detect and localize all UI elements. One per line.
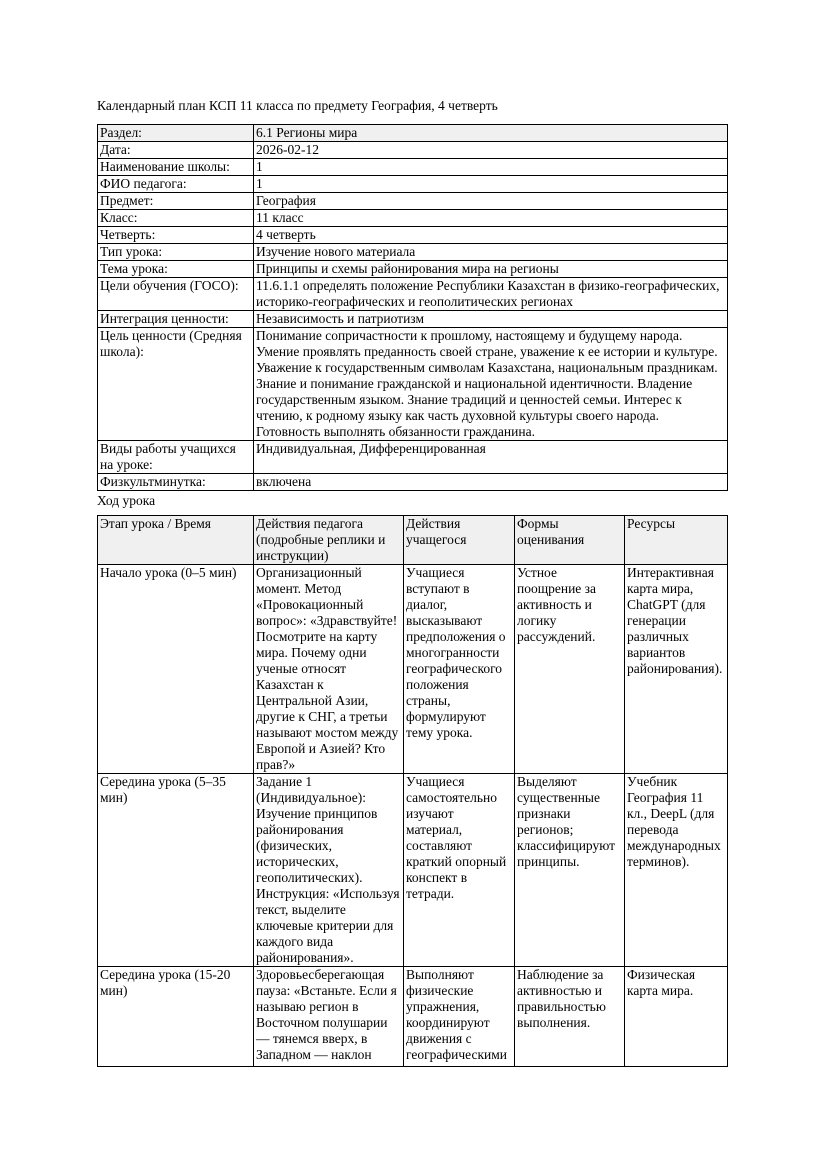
table-row: [98, 125, 728, 142]
table-row: [98, 261, 728, 278]
table-row: [98, 328, 728, 441]
column-header-student-actions: Действия учащегося: [404, 516, 515, 565]
resources-cell: Интерактивная карта мира, ChatGPT (для генерации различных вариантов районирования).: [625, 565, 728, 774]
table-row: [98, 441, 728, 474]
lesson-info-table: [97, 124, 728, 491]
section-heading-course-of-lesson: Ход урока: [97, 493, 156, 508]
stage-cell: Середина урока (15-20 мин): [98, 967, 254, 1067]
table-row: [98, 227, 728, 244]
info-value: Изучение нового материала: [254, 244, 728, 261]
info-label: Класс:: [98, 210, 254, 227]
info-value: 1: [254, 176, 728, 193]
stage-cell: Середина урока (5–35 мин): [98, 774, 254, 967]
column-header-assessment: Формы оценивания: [515, 516, 625, 565]
resources-cell: Учебник География 11 кл., DeepL (для перевода международных терминов).: [625, 774, 728, 967]
teacher-actions-cell: Задание 1 (Индивидуальное): Изучение принципов районирования (физических, исторических, геополитических). Инструкция: «Используя текст, выделите ключевые критерии для каждого вида районирования».: [254, 774, 404, 967]
table-row: [98, 244, 728, 261]
info-label: Тип урока:: [98, 244, 254, 261]
table-row: [98, 159, 728, 176]
assessment-cell: Устное поощрение за активность и логику рассуждений.: [515, 565, 625, 774]
resources-cell: Физическая карта мира.: [625, 967, 728, 1067]
student-actions-cell: Выполняют физические упражнения, координируют движения с географическими: [404, 967, 515, 1067]
info-value: Индивидуальная, Дифференцированная: [254, 441, 728, 474]
info-label: Физкультминутка:: [98, 474, 254, 491]
table-row: [98, 176, 728, 193]
table-row: [98, 142, 728, 159]
page-title: Календарный план КСП 11 класса по предмету География, 4 четверть: [97, 98, 498, 113]
table-row: [98, 278, 728, 311]
info-label: Виды работы учащихся на уроке:: [98, 441, 254, 474]
info-label: Цель ценности (Средняя школа):: [98, 328, 254, 441]
table-row: [98, 311, 728, 328]
info-label: Тема урока:: [98, 261, 254, 278]
teacher-actions-cell: Здоровьесберегающая пауза: «Встаньте. Если я называю регион в Восточном полушарии — тянемся вверх, в Западном — наклон: [254, 967, 404, 1067]
table-row: [98, 774, 728, 967]
info-label: Цели обучения (ГОСО):: [98, 278, 254, 311]
stage-cell: Начало урока (0–5 мин): [98, 565, 254, 774]
info-label: Предмет:: [98, 193, 254, 210]
column-header-resources: Ресурсы: [625, 516, 728, 565]
info-value: География: [254, 193, 728, 210]
info-value: 6.1 Регионы мира: [254, 125, 728, 142]
table-row: [98, 565, 728, 774]
info-label: Четверть:: [98, 227, 254, 244]
column-header-teacher-actions: Действия педагога (подробные реплики и инструкции): [254, 516, 404, 565]
info-value: 1: [254, 159, 728, 176]
info-value: 11.6.1.1 определять положение Республики Казахстан в физико-географических, историко-географических и геополитических регионах: [254, 278, 728, 311]
info-value: Понимание сопричастности к прошлому, настоящему и будущему народа. Умение проявлять преданность своей стране, уважение к ее истории и культуре. Уважение к государственным символам Казахстана, национальным праздникам. Знание и понимание гражданской и национальной идентичности. Владение государственным языком. Знание традиций и ценностей семьи. Интерес к чтению, к родному языку как часть духовной культуры своего народа. Готовность выполнять обязанности гражданина.: [254, 328, 728, 441]
assessment-cell: Наблюдение за активностью и правильностью выполнения.: [515, 967, 625, 1067]
table-row: [98, 474, 728, 491]
info-label: Дата:: [98, 142, 254, 159]
info-label: ФИО педагога:: [98, 176, 254, 193]
student-actions-cell: Учащиеся самостоятельно изучают материал, составляют краткий опорный конспект в тетради.: [404, 774, 515, 967]
info-value: Принципы и схемы районирования мира на регионы: [254, 261, 728, 278]
info-label: Интеграция ценности:: [98, 311, 254, 328]
assessment-cell: Выделяют существенные признаки регионов; классифицируют принципы.: [515, 774, 625, 967]
info-value: Независимость и патриотизм: [254, 311, 728, 328]
info-value: 11 класс: [254, 210, 728, 227]
info-value: 4 четверть: [254, 227, 728, 244]
table-row: [98, 210, 728, 227]
teacher-actions-cell: Организационный момент. Метод «Провокационный вопрос»: «Здравствуйте! Посмотрите на карту мира. Почему одни ученые относят Казахстан к Центральной Азии, другие к СНГ, а третьи называют мостом между Европой и Азией? Кто прав?»: [254, 565, 404, 774]
info-label: Раздел:: [98, 125, 254, 142]
table-header-row: [98, 516, 728, 565]
lesson-stages-table: [97, 515, 728, 1067]
table-row: [98, 967, 728, 1067]
info-value: включена: [254, 474, 728, 491]
table-row: [98, 193, 728, 210]
info-label: Наименование школы:: [98, 159, 254, 176]
column-header-stage: Этап урока / Время: [98, 516, 254, 565]
student-actions-cell: Учащиеся вступают в диалог, высказывают предположения о многогранности географического положения страны, формулируют тему урока.: [404, 565, 515, 774]
info-value: 2026-02-12: [254, 142, 728, 159]
